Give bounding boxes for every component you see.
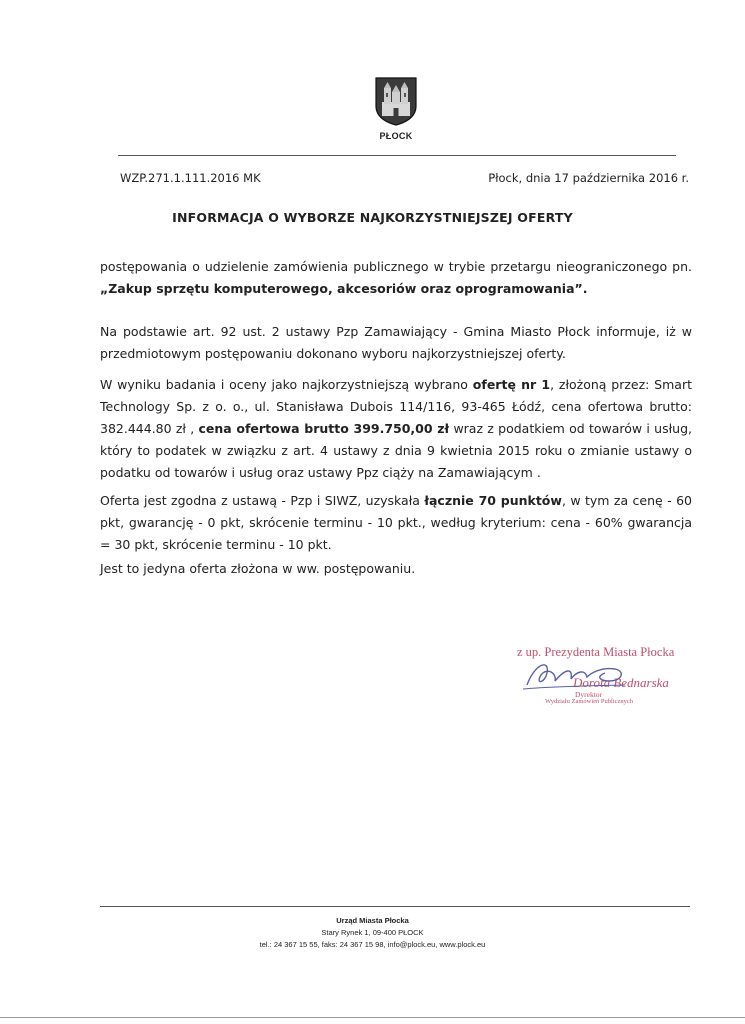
total-points: łącznie 70 punktów	[424, 493, 562, 508]
selected-offer: ofertę nr 1	[472, 377, 551, 392]
stamp-position: Dyrektor	[575, 690, 603, 699]
city-label: PŁOCK	[379, 131, 413, 141]
intro-paragraph	[100, 256, 692, 300]
footer-contact: tel.: 24 367 15 55, faks: 24 367 15 98, info@plock.eu, www.plock.eu	[259, 940, 486, 949]
stamp-name: Dorota Bednarska	[573, 675, 669, 690]
handwritten-signature-icon	[505, 655, 645, 695]
footer-office-name: Urząd Miasta Płocka	[336, 916, 409, 925]
selection-text-1: W wyniku badania i oceny jako najkorzystniejszą wybrano	[100, 377, 473, 392]
scoring-text-1: Oferta jest zgodna z ustawą - Pzp i SIWZ, uzyskała	[100, 493, 425, 508]
scoring-text-2: , w tym za cenę - 60 pkt, gwarancję - 0 pkt, skrócenie terminu - 10 pkt., według kryterium: cena - 60% gwarancja = 30 pkt, skrócenie terminu - 10 pkt.	[100, 493, 692, 552]
closing-paragraph: Jest to jedyna oferta złożona w ww. postępowaniu.	[100, 561, 416, 576]
legal-basis-paragraph: Na podstawie art. 92 ust. 2 ustawy Pzp Zamawiający - Gmina Miasto Płock informuje, iż w przedmiotowym postępowaniu dokonano wyboru najkorzystniejszej oferty.	[100, 324, 692, 361]
stamp-authority: z up. Prezydenta Miasta Płocka	[517, 645, 675, 659]
ploc-coat-of-arms-icon	[374, 76, 418, 126]
place-date: Płock, dnia 17 października 2016 r.	[488, 171, 689, 185]
intro-subject: „Zakup sprzętu komputerowego, akcesoriów oraz oprogramowania”.	[100, 281, 588, 296]
scoring-paragraph	[100, 490, 692, 556]
selection-text-2: , złożoną przez: Smart Technology Sp. z o. o., ul. Stanisława Dubois 114/116, 93-465 Łódź, cena ofertowa brutto: 382.444.80 zł ,	[100, 377, 692, 436]
selection-text-3: wraz z podatkiem od towarów i usług, który to podatek w związku z art. 4 ustawy z dnia 9 kwietnia 2015 roku o zmianie ustawy o podatku od towarów i usług oraz ustawy Ppz ciąży na Zamawiającym .	[100, 421, 692, 480]
intro-text: postępowania o udzielenie zamówienia publicznego w trybie przetargu nieograniczonego pn.	[100, 259, 692, 274]
reference-number: WZP.271.1.111.2016 MK	[120, 171, 261, 185]
document-title: INFORMACJA O WYBORZE NAJKORZYSTNIEJSZEJ OFERTY	[172, 210, 573, 225]
scan-edge-line	[0, 1017, 745, 1018]
footer-divider	[100, 906, 690, 907]
selection-paragraph	[100, 374, 692, 484]
footer-address: Stary Rynek 1, 09-400 PŁOCK	[321, 928, 424, 937]
gross-price: cena ofertowa brutto 399.750,00 zł	[198, 421, 450, 436]
stamp-department: Wydziału Zamówień Publicznych	[545, 698, 634, 705]
header-divider	[118, 155, 676, 156]
